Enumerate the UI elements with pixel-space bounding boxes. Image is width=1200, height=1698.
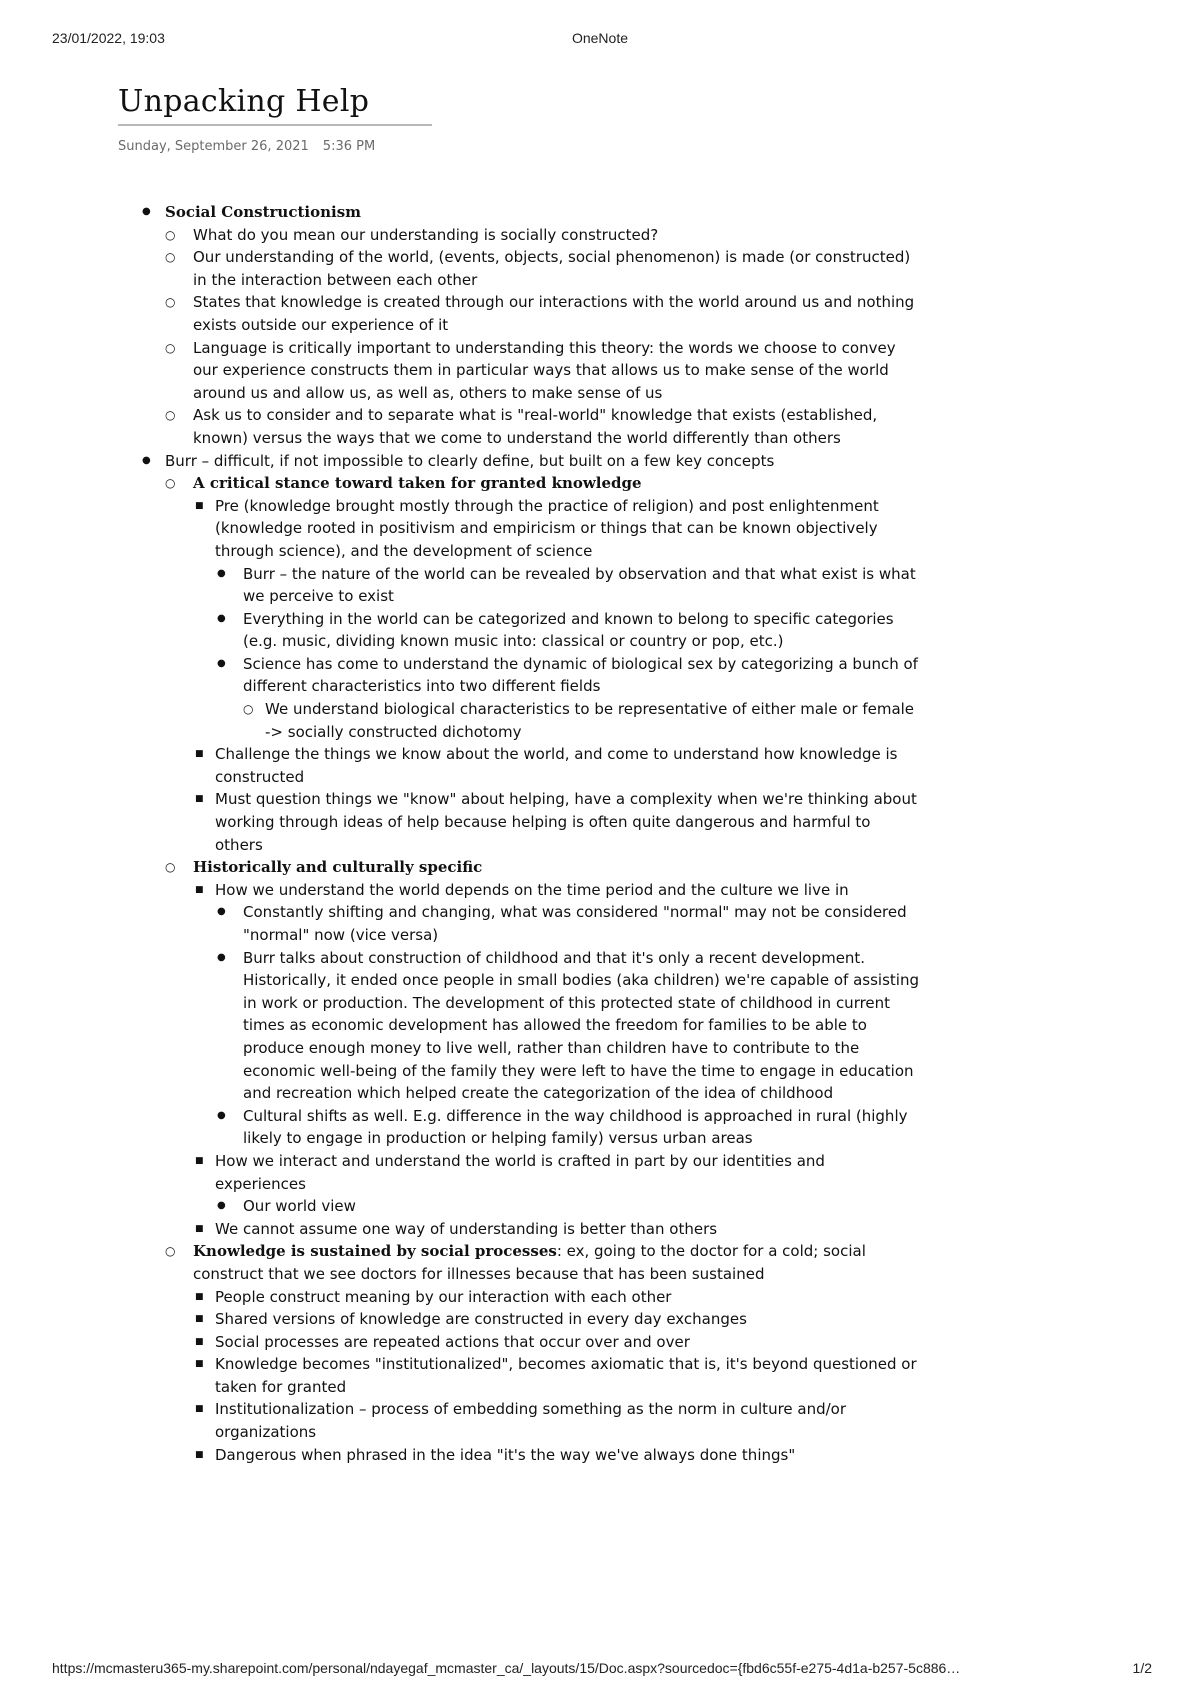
list-item (165, 337, 920, 405)
list-item (193, 1286, 920, 1309)
list-item (215, 653, 920, 743)
section-heading-social-constructionism: Social Constructionism (165, 203, 362, 221)
list-item-text: We cannot assume one way of understanding is better than others (215, 1219, 718, 1238)
subheading-knowledge-sustained-rest: : ex, going to the doctor for a cold; social construct that we see doctors for illnesses because that has been sustained (193, 1242, 866, 1283)
list-item (165, 246, 920, 291)
list-item (193, 1398, 920, 1443)
list-item (193, 1308, 920, 1331)
list-item-text: Challenge the things we know about the world, and come to understand how knowledge is constructed (215, 745, 898, 786)
list-item (140, 201, 920, 450)
outline-level-3 (193, 495, 920, 857)
outline-level-2 (165, 472, 920, 1466)
outline-level-3 (193, 879, 920, 1241)
square-bullet-icon: ■ (195, 1155, 204, 1166)
square-bullet-icon: ■ (195, 500, 204, 511)
list-item (140, 450, 920, 1467)
list-item (215, 1105, 920, 1150)
circle-bullet-icon: ○ (165, 408, 176, 423)
note-content[interactable] (140, 201, 920, 1466)
bullet-icon: ● (217, 612, 226, 624)
circle-bullet-icon: ○ (165, 476, 176, 491)
print-app-name: OneNote (571, 30, 629, 46)
bullet-icon: ● (217, 1109, 226, 1121)
list-item-text: What do you mean our understanding is socially constructed? (193, 225, 659, 244)
list-item (215, 608, 920, 653)
circle-bullet-icon: ○ (165, 860, 176, 875)
circle-bullet-icon: ○ (243, 702, 254, 717)
list-item (193, 1353, 920, 1398)
list-item (165, 856, 920, 1240)
list-item-text: Our understanding of the world, (events, objects, social phenomenon) is made (or constructed) in the interaction between each other (193, 248, 911, 289)
square-bullet-icon: ■ (195, 1291, 204, 1302)
page-title[interactable]: Unpacking Help (118, 84, 370, 119)
outline-level-2 (165, 224, 920, 450)
list-item (165, 1240, 920, 1466)
list-item-text: We understand biological characteristics to be representative of either male or female -> socially constructed dichotomy (265, 700, 915, 741)
circle-bullet-icon: ○ (165, 295, 176, 310)
outline-level-4 (215, 901, 920, 1150)
circle-bullet-icon: ○ (165, 340, 176, 355)
square-bullet-icon: ■ (195, 1314, 204, 1325)
list-item-text: Our world view (243, 1197, 356, 1216)
list-item (193, 1444, 920, 1467)
list-item-text: Social processes are repeated actions that occur over and over (215, 1332, 690, 1351)
print-page-number: 1/2 (1132, 1660, 1152, 1676)
list-item (215, 901, 920, 946)
outline-level-4 (215, 1195, 920, 1218)
list-item (193, 788, 920, 856)
list-item-text: Language is critically important to understanding this theory: the words we choose to convey our experience constructs them in particular ways that allows us to make sense of the world around us and allow us, as well as, others to make sense of us (193, 338, 896, 402)
list-item-text: Burr – the nature of the world can be revealed by observation and that what exist is what we perceive to exist (243, 564, 916, 606)
list-item-text: Dangerous when phrased in the idea "it's the way we've always done things" (215, 1445, 796, 1464)
list-item-text: Institutionalization – process of embedding something as the norm in culture and/or organizations (215, 1400, 847, 1442)
square-bullet-icon: ■ (195, 1404, 204, 1415)
list-item-text: Burr talks about construction of childhood and that it's only a recent development. Historically, it ended once people in small bodies (aka children) we're capable of assisting in work or production. The development of this protected state of childhood in current times as economic development has allowed the freedom for families to be able to produce enough money to live well, rather than children have to contribute to the economic well-being of the family they were left to have the time to engage in education and recreation which helped create the categorization of the idea of childhood (243, 948, 919, 1103)
square-bullet-icon: ■ (195, 749, 204, 760)
print-footer (0, 1660, 1200, 1680)
list-item (193, 1218, 920, 1241)
list-item-text: States that knowledge is created through our interactions with the world around us and nothing exists outside our experience of it (193, 293, 915, 334)
list-item-text: Knowledge becomes "institutionalized", becomes axiomatic that is, it's beyond questioned or taken for granted (215, 1355, 917, 1396)
square-bullet-icon: ■ (195, 794, 204, 805)
list-item (193, 743, 920, 788)
list-item-text: How we understand the world depends on the time period and the culture we live in (215, 880, 849, 899)
bullet-icon: ● (217, 906, 226, 918)
bullet-icon: ● (217, 1200, 226, 1212)
outline-level-3 (193, 1286, 920, 1467)
page-time-text: 5:36 PM (322, 139, 376, 154)
list-item-text: Ask us to consider and to separate what is "real-world" knowledge that exists (established, known) versus the ways that we come to understand the world differently than others (193, 406, 878, 447)
outline-level-5 (243, 698, 920, 743)
square-bullet-icon: ■ (195, 1359, 204, 1370)
list-item (243, 698, 920, 743)
print-url: https://mcmasteru365-my.sharepoint.com/personal/ndayegaf_mcmaster_ca/_layouts/15/Doc.aspx?sourcedoc={fbd6c55f-e275-4d1a-b257-5c886… (52, 1660, 961, 1676)
list-item (193, 1150, 920, 1218)
list-item-text: Science has come to understand the dynamic of biological sex by categorizing a bunch of different characteristics into two different fields (243, 654, 918, 696)
square-bullet-icon: ■ (195, 1449, 204, 1460)
list-item (193, 495, 920, 744)
subheading-historically: Historically and culturally specific (193, 858, 483, 877)
section-heading-burr: Burr – difficult, if not impossible to clearly define, but built on a few key concepts (165, 451, 775, 470)
list-item (193, 879, 920, 1150)
list-item (165, 472, 920, 856)
page-date-text: Sunday, September 26, 2021 (118, 139, 309, 154)
page-date (118, 139, 375, 154)
square-bullet-icon: ■ (195, 884, 204, 895)
list-item (165, 291, 920, 336)
list-item-text: How we interact and understand the world is crafted in part by our identities and experiences (215, 1151, 825, 1193)
print-header (0, 30, 1200, 50)
list-item-text: Everything in the world can be categorized and known to belong to specific categories (e.g. music, dividing known music into: classical or country or pop, etc.) (243, 609, 894, 651)
title-underline (118, 124, 432, 126)
outline-level-4 (215, 563, 920, 744)
list-item (193, 1331, 920, 1354)
subheading-knowledge-sustained: Knowledge is sustained by social processes (193, 1242, 557, 1261)
list-item-text: People construct meaning by our interaction with each other (215, 1287, 672, 1306)
bullet-icon: ● (217, 567, 226, 579)
circle-bullet-icon: ○ (165, 250, 176, 265)
list-item (215, 947, 920, 1105)
bullet-icon: ● (217, 951, 226, 963)
list-item-text: Shared versions of knowledge are constructed in every day exchanges (215, 1310, 747, 1329)
list-item (215, 1195, 920, 1218)
circle-bullet-icon: ○ (165, 227, 176, 242)
bullet-icon: ● (142, 454, 151, 466)
outline-level-1 (140, 201, 920, 1466)
list-item (165, 224, 920, 247)
bullet-icon: ● (217, 657, 226, 669)
circle-bullet-icon: ○ (165, 1244, 176, 1259)
list-item-text: Must question things we "know" about helping, have a complexity when we're thinking about working through ideas of help because helping is often quite dangerous and harmful to others (215, 790, 917, 854)
list-item-text: Constantly shifting and changing, what was considered "normal" may not be considered "normal" now (vice versa) (243, 903, 907, 944)
list-item-text: Pre (knowledge brought mostly through the practice of religion) and post enlightenment (knowledge rooted in positivism and empiricism or things that can be known objectively through science), and the development of science (215, 496, 879, 560)
list-item-text: Cultural shifts as well. E.g. difference in the way childhood is approached in rural (highly likely to engage in production or helping family) versus urban areas (243, 1106, 908, 1148)
list-item (215, 563, 920, 608)
list-item (165, 404, 920, 449)
bullet-icon: ● (142, 206, 151, 217)
print-datetime: 23/01/2022, 19:03 (52, 30, 165, 46)
square-bullet-icon: ■ (195, 1336, 204, 1347)
square-bullet-icon: ■ (195, 1223, 204, 1234)
subheading-critical-stance: A critical stance toward taken for granted knowledge (193, 474, 642, 493)
